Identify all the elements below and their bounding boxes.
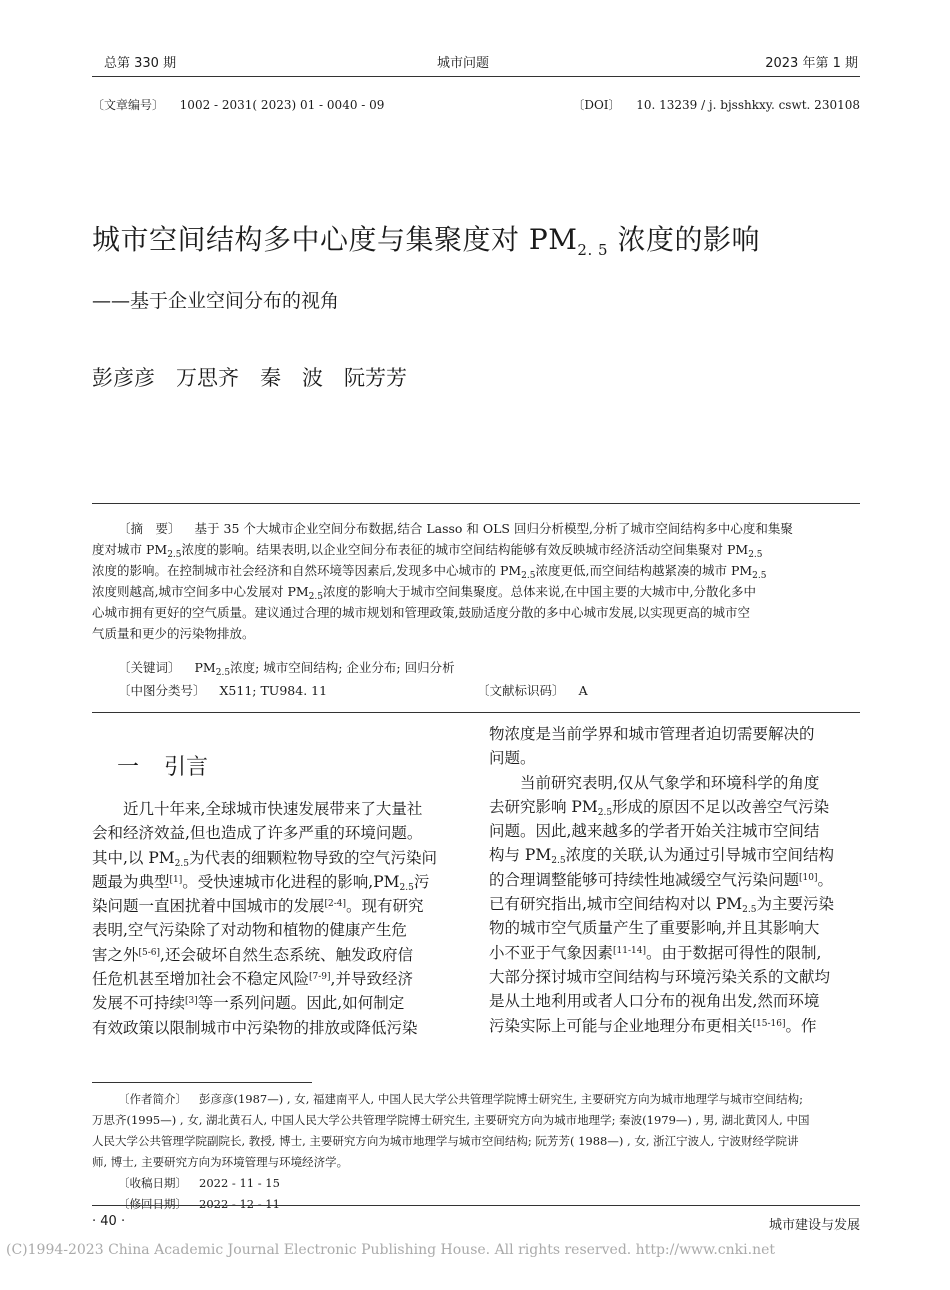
article-number	[92, 96, 384, 113]
footnote	[92, 1089, 860, 1215]
body-line: 的合理调整能够可持续性地减缓空气污染问题[10]。	[489, 870, 834, 889]
authors: 彭彦彦 万思齐 秦 波 阮芳芳	[92, 366, 407, 390]
page-number: · 40 ·	[92, 1214, 126, 1229]
abstract-line: 度对城市 $PM_{2.5}$浓度的影响。结果表明,以企业空间分布表征的城市空间结构能够有效反映城市经济活动空间集聚对 $PM_{2.5}$	[92, 542, 763, 560]
abstract-line: 心城市拥有更好的空气质量。建议通过合理的城市规划和管理政策,鼓励适度分散的多中心城市发展,以实现更高的城市空	[92, 605, 750, 620]
abstract-label: 〔摘 要〕	[118, 521, 181, 536]
body-line: 发展不可持续[3]等一系列问题。因此,如何制定	[92, 994, 405, 1013]
journal-name: 城市建设与发展	[768, 1218, 860, 1233]
body-line: 题最为典型[1]。受快速城市化进程的影响$,PM_{2.5}$污	[92, 872, 430, 893]
revised-label: 〔修回日期〕	[118, 1197, 187, 1211]
footnote-rule	[92, 1082, 312, 1083]
body-line: 有效政策以限制城市中污染物的排放或降低污染	[92, 1018, 418, 1037]
section-title: 引言	[164, 755, 209, 780]
doc-code-value: A	[578, 683, 588, 698]
received-label: 〔收稿日期〕	[118, 1176, 187, 1190]
section-number: 一	[117, 755, 140, 780]
revised-date: 2022 - 12 - 11	[199, 1197, 280, 1211]
right-column	[489, 722, 860, 1038]
paper-subtitle: ——基于企业空间分布的视角	[92, 290, 340, 312]
body-line: 其中,以 $PM_{2.5}$为代表的细颗粒物导致的空气污染问	[92, 848, 437, 869]
footer-rule	[92, 1205, 860, 1206]
body-line: 大部分探讨城市空间结构与环境污染关系的文献均	[489, 967, 831, 986]
body-line: 物的城市空气质量产生了重要影响,并且其影响大	[489, 919, 820, 938]
title-part-1: 城市空间结构多中心度与集聚度对 PM	[92, 223, 578, 256]
body-line: 问题。因此,越来越多的学者开始关注城市空间结	[489, 822, 820, 841]
doi	[572, 96, 860, 113]
body-line: 问题。	[489, 749, 536, 768]
author-intro-line: 万思齐(1995—) , 女, 湖北黄石人, 中国人民大学公共管理学院博士研究生, 主要研究方向为城市地理学; 秦波(1979—) , 男, 湖北黄冈人, 中国	[92, 1113, 810, 1127]
author-intro-line: 师, 博士, 主要研究方向为环境管理与环境经济学。	[92, 1155, 349, 1169]
body-line: 物浓度是当前学界和城市管理者迫切需要解决的	[489, 725, 815, 743]
body-line: 会和经济效益,但也造成了许多严重的环境问题。	[92, 824, 423, 843]
classification	[92, 681, 588, 699]
body-line: 近几十年来,全球城市快速发展带来了大量社	[123, 800, 423, 818]
copyright-notice: (C)1994-2023 China Academic Journal Electronic Publishing House. All rights reserved. http://www.cnki.net	[6, 1242, 776, 1258]
body-line: 是从土地利用或者人口分布的视角出发,然而环境	[489, 992, 820, 1011]
header-rule	[92, 76, 860, 77]
clc-value: X511; TU984. 11	[219, 683, 328, 698]
section-heading	[117, 750, 208, 781]
doc-code-label: 〔文献标识码〕	[477, 683, 565, 698]
abstract-line: 浓度则越高,城市空间多中心发展对 $PM_{2.5}$浓度的影响大于城市空间集聚度。总体来说,在中国主要的大城市中,分散化多中	[92, 584, 756, 602]
abstract-top-rule	[92, 503, 860, 504]
keywords	[92, 658, 455, 676]
header-issue: 2023 年第 1 期	[765, 56, 858, 71]
author-intro-label: 〔作者简介〕	[118, 1092, 187, 1106]
doi-value: 10. 13239 / j. bjsshkxy. cswt. 230108	[636, 98, 860, 112]
body-line: 构与 $PM_{2.5}$浓度的关联,认为通过引导城市空间结构	[489, 846, 834, 867]
abstract	[92, 518, 860, 644]
author-intro-line: 彭彦彦(1987—) , 女, 福建南平人, 中国人民大学公共管理学院博士研究生, 主要研究方向为城市地理学与城市空间结构;	[199, 1092, 804, 1106]
body-line: 去研究影响 $PM_{2.5}$形成的原因不足以改善空气污染	[489, 797, 830, 818]
body-line: 污染实际上可能与企业地理分布更相关[15-16]。作	[489, 1016, 817, 1035]
keywords-label: 〔关键词〕	[118, 660, 181, 675]
body-line: 已有研究指出,城市空间结构对以 $PM_{2.5}$为主要污染	[489, 895, 834, 916]
body-line: 小不亚于气象因素[11-14]。由于数据可得性的限制,	[489, 943, 822, 962]
title-subscript: 2. 5	[577, 241, 609, 259]
clc-label: 〔中图分类号〕	[118, 683, 206, 698]
received-date: 2022 - 11 - 15	[199, 1176, 280, 1190]
body-line: 害之外[5-6],还会破坏自然生态系统、触发政府信	[92, 945, 413, 964]
article-number-value: 1002 - 2031( 2023) 01 - 0040 - 09	[179, 98, 385, 112]
title-part-2: 浓度的影响	[608, 223, 760, 256]
body-line: 任危机甚至增加社会不稳定风险[7-9],并导致经济	[92, 970, 413, 989]
keywords-value: $PM_{2.5}$浓度; 城市空间结构; 企业分布; 回归分析	[194, 660, 455, 678]
abstract-bottom-rule	[92, 712, 860, 713]
body-line: 表明,空气污染除了对动物和植物的健康产生危	[92, 921, 407, 940]
abstract-line: 浓度的影响。在控制城市社会经济和自然环境等因素后,发现多中心城市的 $PM_{2.5}$浓度更低,而空间结构越紧凑的城市 $PM_{2.5}$	[92, 563, 767, 581]
doi-label: 〔DOI〕	[572, 98, 621, 112]
article-number-label: 〔文章编号〕	[92, 98, 165, 112]
abstract-line: 气质量和更少的污染物排放。	[92, 626, 255, 641]
body-line: 当前研究表明,仅从气象学和环境科学的角度	[520, 773, 820, 792]
header-issue-total: 总第 330 期	[104, 56, 177, 71]
author-intro-line: 人民大学公共管理学院副院长, 教授, 博士, 主要研究方向为城市地理学与城市空间结构; 阮芳芳( 1988—) , 女, 浙江宁波人, 宁波财经学院讲	[92, 1134, 799, 1148]
left-column	[92, 797, 462, 1040]
paper-title	[92, 218, 760, 259]
header-journal-section: 城市问题	[437, 56, 490, 71]
abstract-line: 基于 35 个大城市企业空间分布数据,结合 Lasso 和 OLS 回归分析模型,分析了城市空间结构多中心度和集聚	[194, 521, 793, 536]
body-line: 染问题一直困扰着中国城市的发展[2-4]。现有研究	[92, 897, 424, 916]
